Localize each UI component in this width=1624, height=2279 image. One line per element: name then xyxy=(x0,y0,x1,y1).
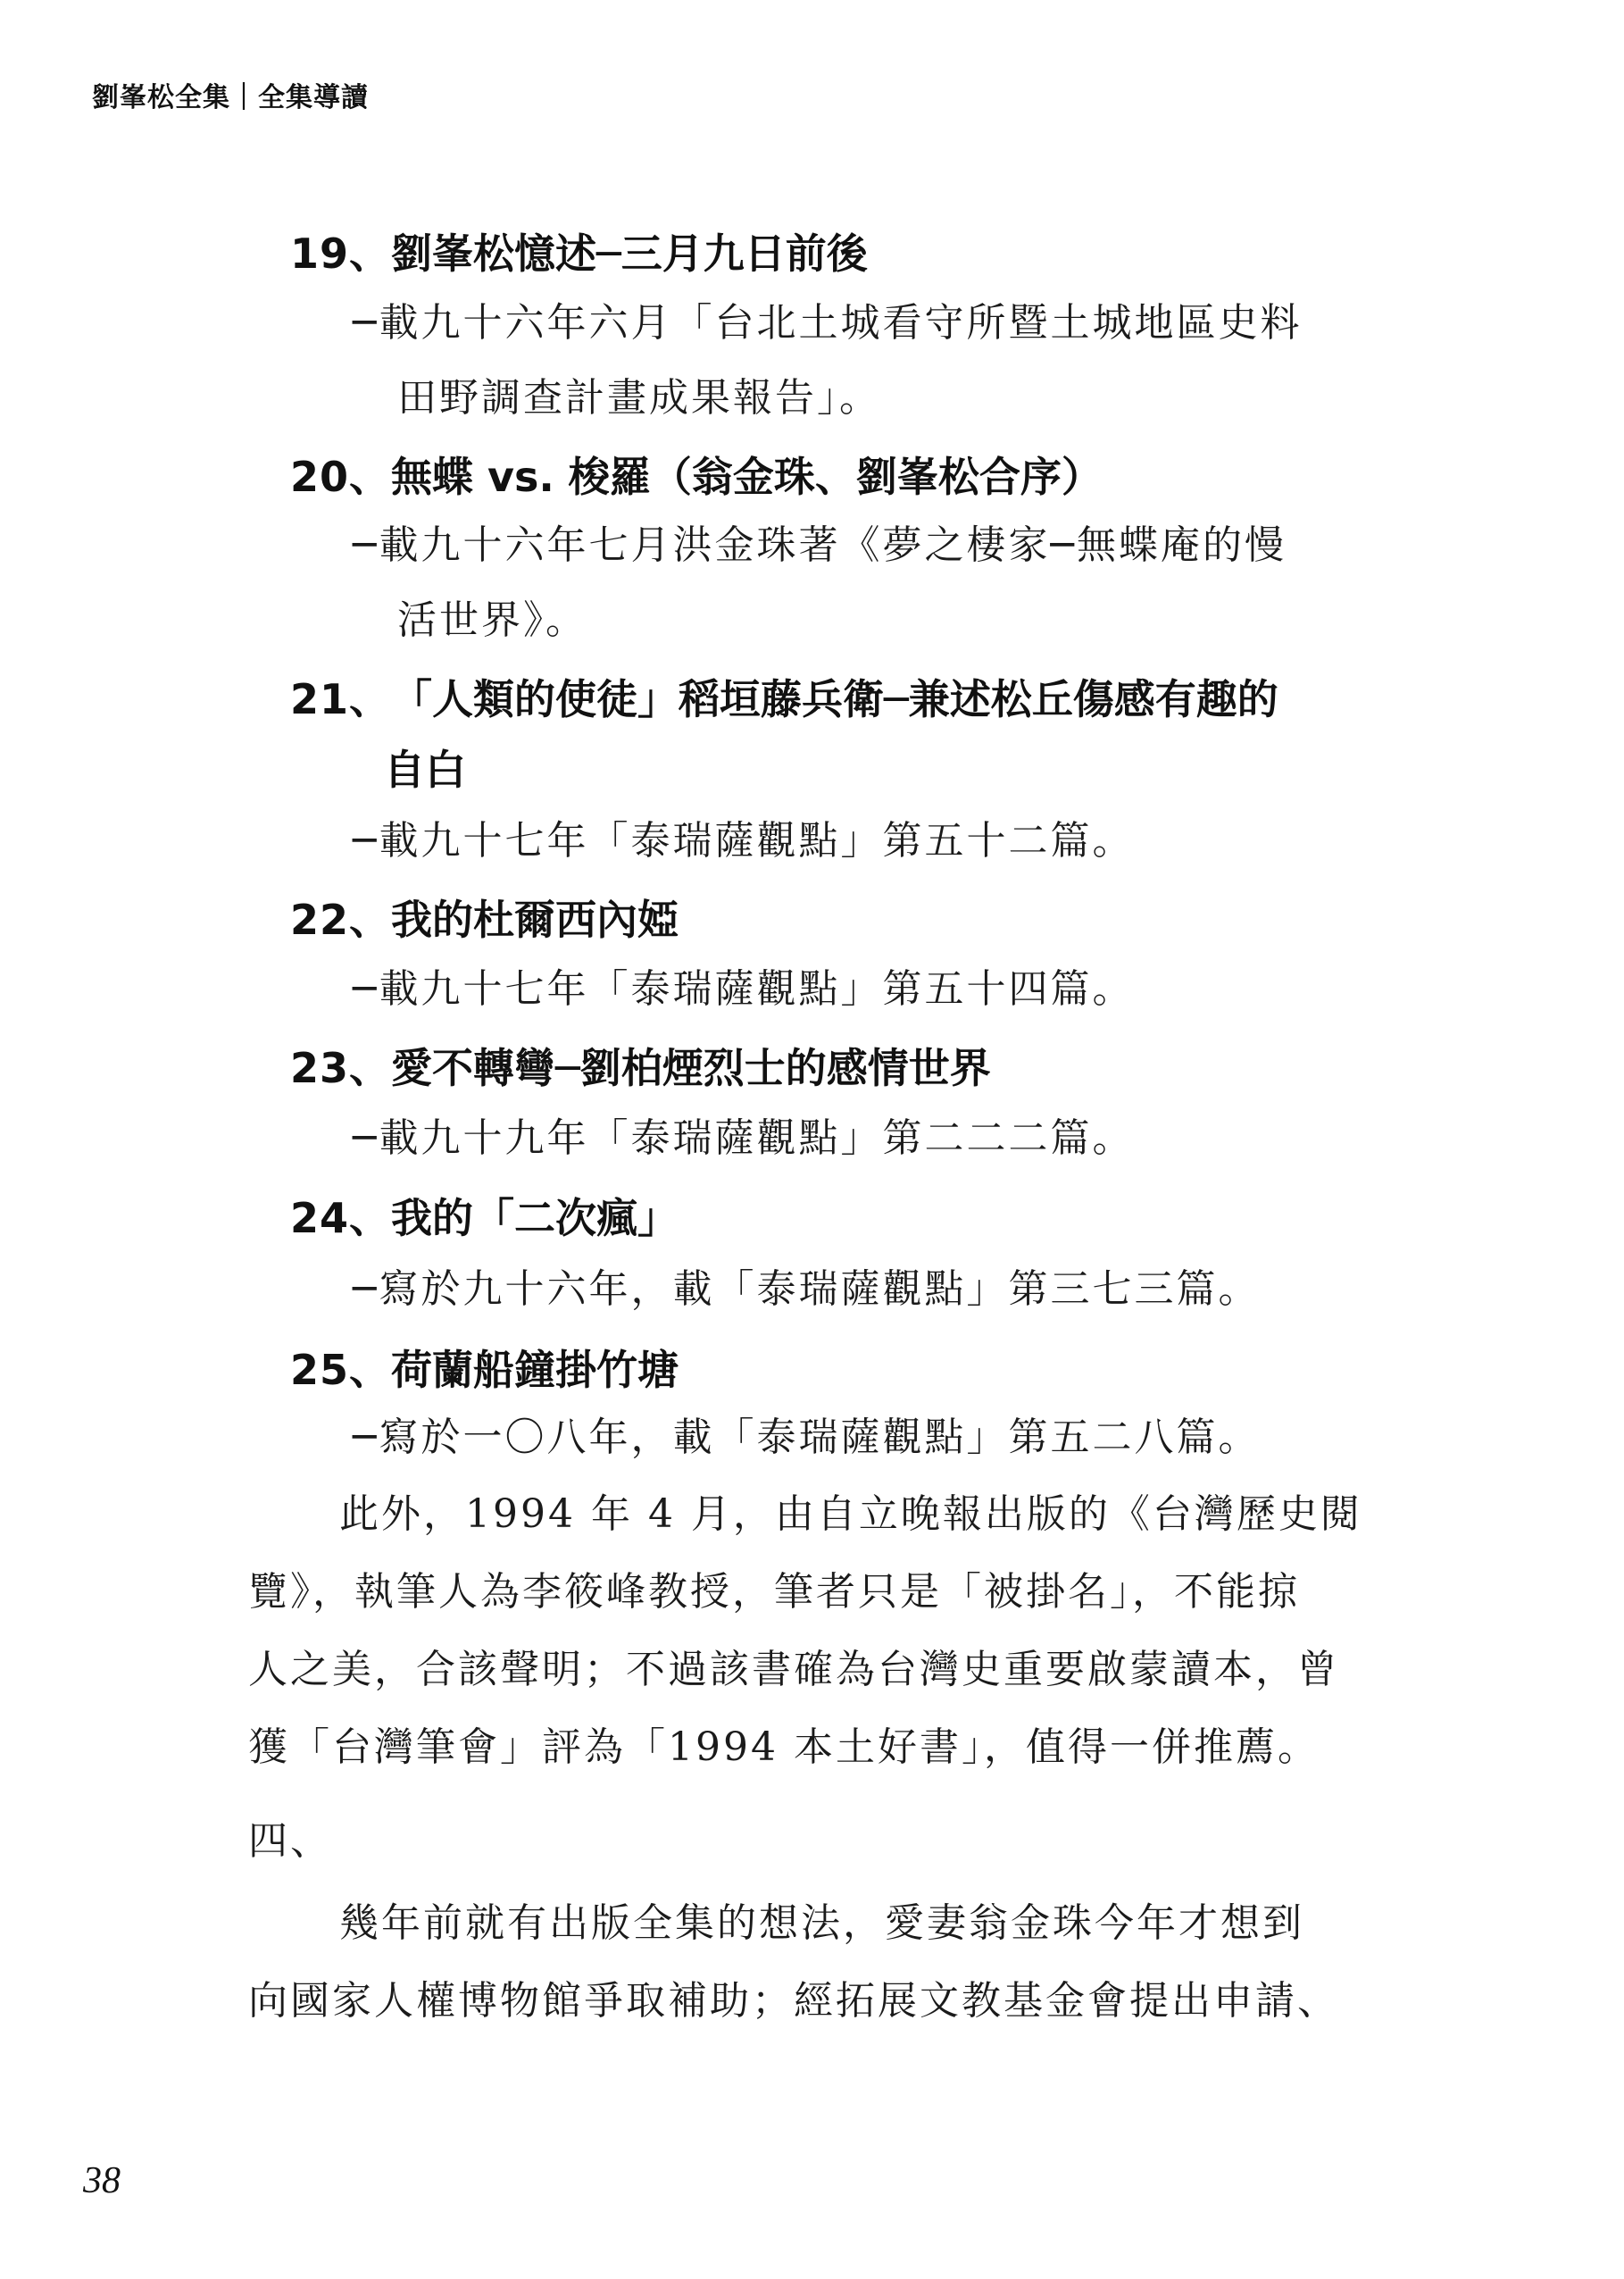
entry-title-text: 我的「二次瘋」 xyxy=(391,1194,679,1242)
running-header: 劉峯松全集｜全集導讀 xyxy=(92,83,369,113)
entry-21-title xyxy=(290,676,1278,722)
entry-25-source: ─寫於一〇八年，載「泰瑞薩觀點」第五二八篇。 xyxy=(353,1415,1261,1460)
entry-title-text: 荷蘭船鐘掛竹塘 xyxy=(391,1346,679,1394)
entry-20-source-cont: 活世界》。 xyxy=(397,597,587,643)
section-line-1: 幾年前就有出版全集的想法，愛妻翁金珠今年才想到 xyxy=(339,1900,1304,1946)
entry-20-source: ─載九十六年七月洪金珠著《夢之棲家─無蝶庵的慢 xyxy=(353,522,1287,568)
entry-number: 25、 xyxy=(290,1346,392,1394)
paragraph-line-4: 獲「台灣筆會」評為「1994 本土好書」，值得一併推薦。 xyxy=(248,1724,1320,1770)
entry-21-title-cont: 自白 xyxy=(384,746,466,794)
entry-number: 22、 xyxy=(290,896,392,944)
entry-19-source-cont: 田野調查計畫成果報告」。 xyxy=(397,375,881,421)
paragraph-line-3: 人之美，合該聲明；不過該書確為台灣史重要啟蒙讀本，曾 xyxy=(248,1647,1339,1692)
entry-number: 21、 xyxy=(290,675,392,723)
entry-22-title xyxy=(290,897,679,943)
entry-24-title xyxy=(290,1195,679,1241)
entry-23-source: ─載九十九年「泰瑞薩觀點」第二二二篇。 xyxy=(353,1115,1135,1161)
paragraph-line-2: 覽》，執筆人為李筱峰教授，筆者只是「被掛名」，不能掠 xyxy=(248,1569,1300,1615)
paragraph-line-1: 此外，1994 年 4 月，由自立晚報出版的《台灣歷史閱 xyxy=(339,1491,1362,1537)
entry-number: 19、 xyxy=(290,230,392,278)
entry-20-title xyxy=(290,454,1103,500)
entry-number: 20、 xyxy=(290,453,392,501)
entry-title-text: 愛不轉彎─劉柏煙烈士的感情世界 xyxy=(391,1044,991,1092)
page-number: 38 xyxy=(83,2160,121,2201)
entry-number: 23、 xyxy=(290,1044,392,1092)
entry-19-title xyxy=(290,230,868,277)
entry-title-text: 我的杜爾西內婭 xyxy=(391,896,679,944)
entry-23-title xyxy=(290,1045,991,1091)
entry-title-text: 無蝶 vs. 梭羅（翁金珠、劉峯松合序） xyxy=(391,453,1103,501)
entry-22-source: ─載九十七年「泰瑞薩觀點」第五十四篇。 xyxy=(353,966,1135,1012)
entry-title-text: 劉峯松憶述─三月九日前後 xyxy=(391,230,868,278)
entry-19-source: ─載九十六年六月「台北土城看守所暨土城地區史料 xyxy=(353,300,1303,346)
entry-24-source: ─寫於九十六年，載「泰瑞薩觀點」第三七三篇。 xyxy=(353,1266,1261,1312)
entry-21-source: ─載九十七年「泰瑞薩觀點」第五十二篇。 xyxy=(353,818,1135,864)
entry-number: 24、 xyxy=(290,1194,392,1242)
entry-title-text: 「人類的使徒」稻垣藤兵衛─兼述松丘傷感有趣的 xyxy=(391,675,1278,723)
section-line-2: 向國家人權博物館爭取補助；經拓展文教基金會提出申請、 xyxy=(248,1978,1339,2024)
entry-25-title xyxy=(290,1347,679,1393)
section-heading: 四、 xyxy=(248,1818,332,1864)
